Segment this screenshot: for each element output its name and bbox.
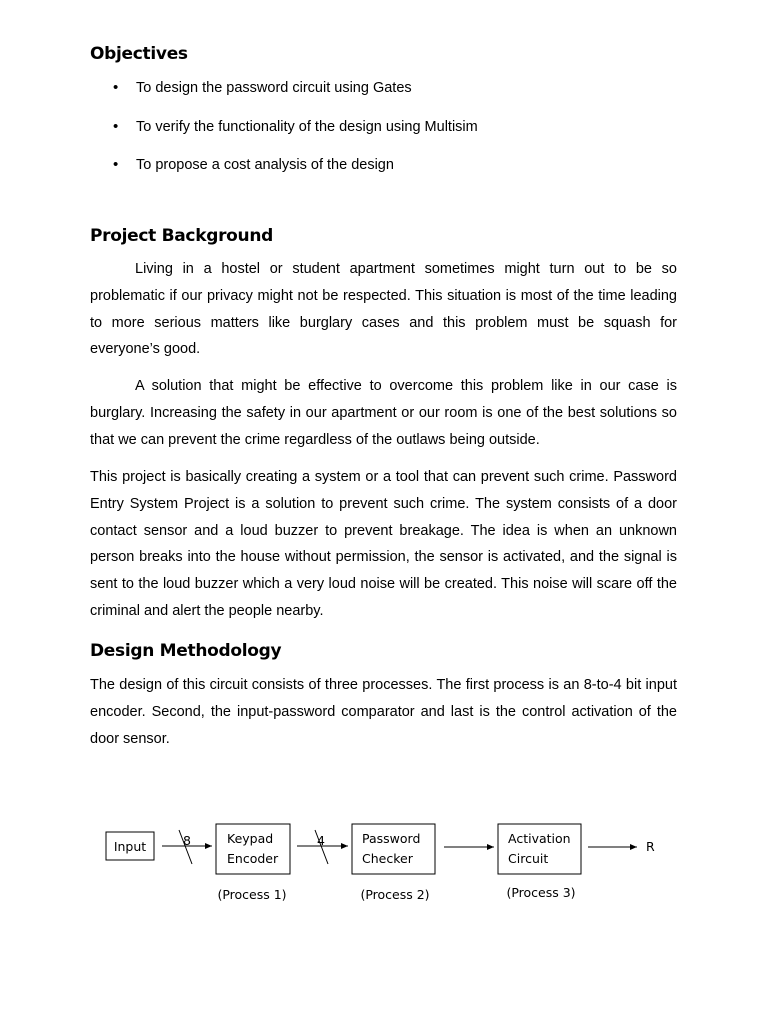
bus-width-1: 8 xyxy=(183,833,191,848)
output-label: R xyxy=(646,839,655,854)
block1-line1: Keypad xyxy=(227,831,274,846)
block3-line1: Activation xyxy=(508,831,571,846)
block2-caption: (Process 2) xyxy=(360,887,430,902)
list-item-text: To propose a cost analysis of the design xyxy=(136,157,394,173)
background-paragraph-3: This project is basically creating a system or a tool that can prevent such crime. Password Entry System Project is a solution to prevent such crime. The system consists of a door contact sensor and a loud buzzer to prevent breakage. The idea is when an unknown person breaks into the house without permission, the sensor is activated, and the signal is sent to the loud buzzer which a very loud noise will be created. This noise will scare off the criminal and alert the people nearby. xyxy=(90,469,677,619)
block3-caption: (Process 3) xyxy=(506,885,576,900)
input-label: Input xyxy=(113,839,147,854)
objectives-heading: Objectives xyxy=(90,44,188,64)
background-paragraph-2: A solution that might be effective to overcome this problem like in our case is burglary. Increasing the safety in our apartment or our room is one of the best solutions so that we can prevent the crime regardless of the outlaws being outside. xyxy=(90,378,677,448)
block2-line1: Password xyxy=(362,831,421,846)
background-heading: Project Background xyxy=(90,226,274,246)
block1-caption: (Process 1) xyxy=(217,887,287,902)
bullet-icon: • xyxy=(113,79,119,96)
list-item-text: To verify the functionality of the design using Multisim xyxy=(136,119,478,135)
block1-line2: Encoder xyxy=(227,851,279,866)
methodology-heading: Design Methodology xyxy=(90,641,282,661)
block2-line2: Checker xyxy=(362,851,413,866)
bullet-icon: • xyxy=(113,156,119,173)
list-item-text: To design the password circuit using Gates xyxy=(136,80,412,96)
methodology-paragraph: The design of this circuit consists of three processes. The first process is an 8-to-4 bit input encoder. Second, the input-password comparator and last is the control activation of the door sensor. xyxy=(90,677,677,747)
block3-line2: Circuit xyxy=(508,851,549,866)
background-paragraph-1: Living in a hostel or student apartment sometimes might turn out to be so problematic if our privacy might not be respected. This situation is most of the time leading to more serious matters like burglary cases and this problem must be squash for everyone’s good. xyxy=(90,261,677,358)
bus-width-2: 4 xyxy=(317,833,325,848)
bullet-icon: • xyxy=(113,118,119,135)
